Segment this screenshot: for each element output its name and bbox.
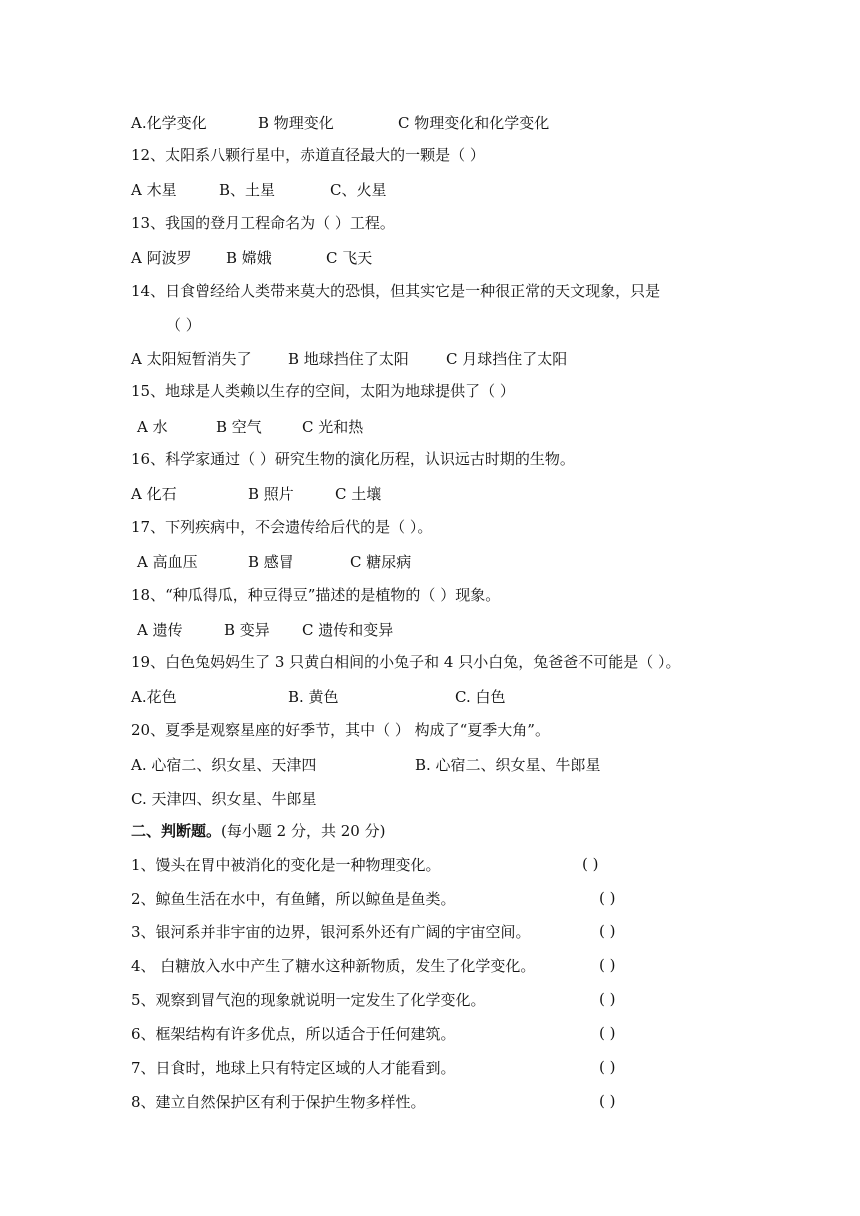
q13-option-a: A 阿波罗	[131, 249, 192, 267]
judgment-item-8: 8、建立自然保护区有利于保护生物多样性。	[131, 1093, 426, 1111]
judgment-bracket-6: ( )	[599, 1024, 616, 1042]
q15-option-c: C 光和热	[302, 418, 364, 436]
judgment-item-5: 5、观察到冒气泡的现象就说明一定发生了化学变化。	[131, 991, 486, 1009]
q19-stem: 19、白色兔妈妈生了 3 只黄白相间的小兔子和 4 只小白兔，兔爸爸不可能是（ ）。	[131, 653, 681, 671]
q19-option-a: A.花色	[131, 688, 177, 706]
q19-option-b: B. 黄色	[288, 688, 339, 706]
q13-option-b: B 嫦娥	[226, 249, 272, 267]
q17-option-c: C 糖尿病	[350, 553, 412, 571]
judgment-bracket-5: ( )	[599, 990, 616, 1008]
q18-option-c: C 遗传和变异	[302, 621, 394, 639]
q18-option-b: B 变异	[224, 621, 270, 639]
judgment-item-7: 7、日食时，地球上只有特定区域的人才能看到。	[131, 1059, 456, 1077]
judgment-bracket-1: ( )	[582, 855, 599, 873]
q14-option-b: B 地球挡住了太阳	[288, 350, 409, 368]
judgment-item-1: 1、馒头在胃中被消化的变化是一种物理变化。	[131, 856, 441, 874]
q12-option-c: C、火星	[330, 181, 387, 199]
judgment-item-4: 4、 白糖放入水中产生了糖水这种新物质，发生了化学变化。	[131, 957, 536, 975]
q11-option-a: A.化学变化	[131, 114, 207, 132]
q17-option-a: A 高血压	[137, 553, 198, 571]
q11-option-c: C 物理变化和化学变化	[398, 114, 550, 132]
q14-stem: 14、日食曾经给人类带来莫大的恐惧，但其实它是一种很正常的天文现象，只是	[131, 282, 661, 300]
judgment-bracket-8: ( )	[599, 1092, 616, 1110]
section-note: (每小题 2 分，共 20 分)	[221, 822, 386, 840]
q12-option-a: A 木星	[131, 181, 177, 199]
q18-option-a: A 遗传	[137, 621, 183, 639]
judgment-item-6: 6、框架结构有许多优点，所以适合于任何建筑。	[131, 1025, 456, 1043]
q16-stem: 16、科学家通过（ ）研究生物的演化历程，认识远古时期的生物。	[131, 450, 575, 468]
q20-option-a: A. 心宿二、织女星、天津四	[131, 756, 317, 774]
q12-option-b: B、土星	[219, 181, 276, 199]
q12-stem: 12、太阳系八颗行星中，赤道直径最大的一颗是（ ）	[131, 146, 485, 164]
judgment-item-3: 3、银河系并非宇宙的边界，银河系外还有广阔的宇宙空间。	[131, 923, 531, 941]
judgment-item-2: 2、鲸鱼生活在水中，有鱼鳍，所以鲸鱼是鱼类。	[131, 890, 456, 908]
q16-option-c: C 土壤	[335, 485, 382, 503]
q15-option-b: B 空气	[216, 418, 262, 436]
judgment-bracket-3: ( )	[599, 922, 616, 940]
q20-option-c: C. 天津四、织女星、牛郎星	[131, 790, 317, 808]
q19-option-c: C. 白色	[455, 688, 506, 706]
q15-stem: 15、地球是人类赖以生存的空间，太阳为地球提供了（ ）	[131, 382, 515, 400]
q16-option-b: B 照片	[248, 485, 294, 503]
q17-stem: 17、下列疾病中，不会遗传给后代的是（ ）。	[131, 518, 433, 536]
q15-option-a: A 水	[137, 418, 168, 436]
section-title: 二、判断题。	[131, 822, 222, 840]
judgment-bracket-7: ( )	[599, 1058, 616, 1076]
q20-option-b: B. 心宿二、织女星、牛郎星	[415, 756, 601, 774]
judgment-bracket-2: ( )	[599, 889, 616, 907]
q17-option-b: B 感冒	[248, 553, 294, 571]
q13-stem: 13、我国的登月工程命名为（ ）工程。	[131, 214, 395, 232]
q13-option-c: C 飞天	[326, 249, 373, 267]
q11-option-b: B 物理变化	[258, 114, 334, 132]
q14-stem-bracket: （ ）	[166, 316, 201, 334]
q20-stem: 20、夏季是观察星座的好季节，其中（ ） 构成了“夏季大角”。	[131, 721, 550, 739]
judgment-bracket-4: ( )	[599, 956, 616, 974]
q14-option-a: A 太阳短暂消失了	[131, 350, 252, 368]
q14-option-c: C 月球挡住了太阳	[446, 350, 568, 368]
section-heading	[131, 821, 385, 841]
q18-stem: 18、“种瓜得瓜，种豆得豆”描述的是植物的（ ）现象。	[131, 586, 501, 604]
q16-option-a: A 化石	[131, 485, 177, 503]
